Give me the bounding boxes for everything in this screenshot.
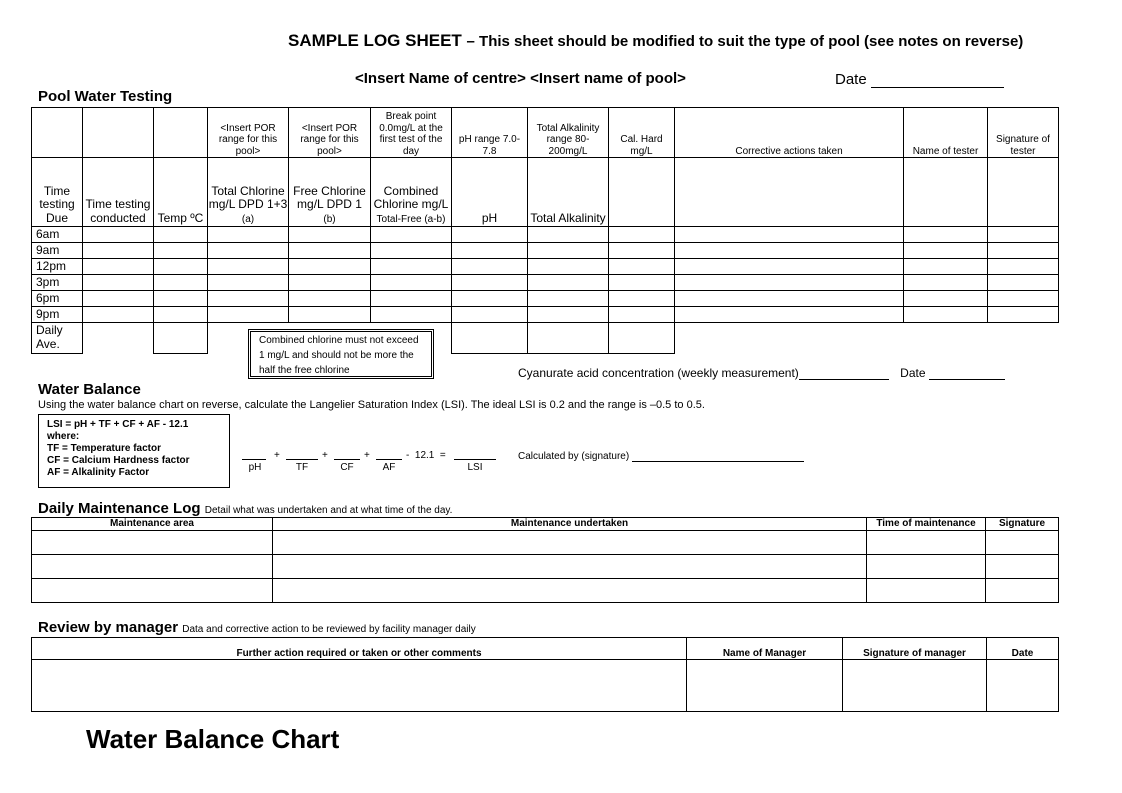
table-cell[interactable] bbox=[208, 259, 289, 275]
table-cell[interactable] bbox=[904, 307, 988, 323]
table-row bbox=[32, 307, 1059, 323]
table-cell[interactable] bbox=[452, 227, 528, 243]
table-cell[interactable] bbox=[32, 579, 273, 603]
sheet-subtitle: – This sheet should be modified to suit the type of pool (see notes on reverse) bbox=[466, 33, 1024, 50]
table-cell[interactable] bbox=[371, 243, 452, 259]
table-cell[interactable] bbox=[273, 531, 867, 555]
name-of-manager-header: Name of Manager bbox=[687, 638, 843, 660]
table-cell[interactable] bbox=[154, 243, 208, 259]
col-total-chlorine: Total Chlorine mg/L DPD 1+3 (a) bbox=[208, 158, 289, 227]
table-cell[interactable] bbox=[371, 227, 452, 243]
table-cell[interactable] bbox=[83, 275, 154, 291]
table-cell[interactable] bbox=[32, 555, 273, 579]
table-cell[interactable] bbox=[83, 227, 154, 243]
table-cell[interactable] bbox=[154, 291, 208, 307]
table-cell[interactable] bbox=[528, 243, 609, 259]
time-of-maintenance-header: Time of maintenance bbox=[867, 518, 986, 531]
formula-line: CF = Calcium Hardness factor bbox=[47, 455, 190, 466]
table-cell[interactable] bbox=[867, 531, 986, 555]
table-cell[interactable] bbox=[452, 291, 528, 307]
col-free-chlorine: Free Chlorine mg/L DPD 1 (b) bbox=[289, 158, 371, 227]
time-label: 3pm bbox=[32, 275, 83, 291]
table-cell[interactable] bbox=[609, 227, 675, 243]
table-cell[interactable] bbox=[289, 291, 371, 307]
table-cell[interactable] bbox=[371, 275, 452, 291]
table-cell[interactable] bbox=[371, 307, 452, 323]
daily-average-label: Daily Ave. bbox=[32, 323, 83, 354]
por-range-cell: <Insert POR range for this pool> bbox=[289, 108, 371, 158]
header-row-2 bbox=[32, 158, 1059, 227]
table-cell[interactable] bbox=[289, 227, 371, 243]
table-cell[interactable] bbox=[452, 259, 528, 275]
table-cell[interactable] bbox=[988, 243, 1059, 259]
col-temp: Temp ºC bbox=[154, 158, 208, 227]
review-table bbox=[31, 637, 1059, 712]
table-cell[interactable] bbox=[675, 291, 904, 307]
table-cell[interactable] bbox=[687, 660, 843, 712]
time-label: 6am bbox=[32, 227, 83, 243]
col-cal-hard bbox=[609, 158, 675, 227]
table-cell[interactable] bbox=[528, 307, 609, 323]
ph-range-cell: pH range 7.0-7.8 bbox=[452, 108, 528, 158]
calculated-by-blank[interactable] bbox=[632, 461, 804, 462]
op-minus-constant: - 12.1 = bbox=[406, 450, 446, 461]
table-cell[interactable] bbox=[208, 243, 289, 259]
col-time-conducted: Time testing conducted bbox=[83, 158, 154, 227]
caption-af: AF bbox=[382, 462, 396, 473]
table-row bbox=[32, 579, 1059, 603]
signature-of-tester-header: Signature of tester bbox=[988, 108, 1059, 158]
table-row bbox=[32, 555, 1059, 579]
date-blank[interactable] bbox=[871, 87, 1004, 88]
table-cell[interactable] bbox=[675, 275, 904, 291]
header-cell bbox=[83, 108, 154, 158]
table-row bbox=[32, 243, 1059, 259]
maintenance-undertaken-header: Maintenance undertaken bbox=[273, 518, 867, 531]
time-label: 12pm bbox=[32, 259, 83, 275]
time-label: 9am bbox=[32, 243, 83, 259]
table-row bbox=[32, 275, 1059, 291]
date-label: Date bbox=[835, 71, 867, 88]
further-action-header: Further action required or taken or other comments bbox=[32, 638, 687, 660]
table-cell[interactable] bbox=[675, 243, 904, 259]
table-cell[interactable] bbox=[987, 660, 1059, 712]
lsi-blank[interactable] bbox=[454, 447, 496, 460]
break-point-cell: Break point 0.0mg/L at the first test of the day bbox=[371, 108, 452, 158]
table-cell[interactable] bbox=[83, 307, 154, 323]
pool-testing-heading: Pool Water Testing bbox=[38, 88, 173, 105]
table-cell[interactable] bbox=[208, 275, 289, 291]
table-cell[interactable] bbox=[289, 243, 371, 259]
formula-line: TF = Temperature factor bbox=[47, 443, 162, 454]
water-balance-heading: Water Balance bbox=[38, 381, 141, 398]
col-signature bbox=[988, 158, 1059, 227]
page-title bbox=[288, 31, 1023, 51]
cyanurate-label: Cyanurate acid concentration (weekly measurement) bbox=[518, 366, 799, 380]
table-cell[interactable] bbox=[154, 259, 208, 275]
table-cell[interactable] bbox=[528, 275, 609, 291]
por-range-cell: <Insert POR range for this pool> bbox=[208, 108, 289, 158]
table-cell[interactable] bbox=[675, 259, 904, 275]
tf-blank[interactable] bbox=[286, 447, 318, 460]
combined-chlorine-note: Combined chlorine must not exceed 1 mg/L and should not be more the half the free chlorine bbox=[248, 329, 434, 379]
cal-hard-cell: Cal. Hard mg/L bbox=[609, 108, 675, 158]
col-time-due: Time testing Due bbox=[32, 158, 83, 227]
table-cell[interactable] bbox=[32, 660, 687, 712]
caption-lsi: LSI bbox=[467, 462, 483, 473]
header-row-1 bbox=[32, 108, 1059, 158]
signature-of-manager-header: Signature of manager bbox=[843, 638, 987, 660]
table-row bbox=[32, 531, 1059, 555]
table-cell[interactable] bbox=[83, 291, 154, 307]
date-header: Date bbox=[987, 638, 1059, 660]
caption-ph: pH bbox=[248, 462, 262, 473]
table-row bbox=[32, 291, 1059, 307]
col-name-of-tester bbox=[904, 158, 988, 227]
corrective-actions-header: Corrective actions taken bbox=[675, 108, 904, 158]
caption-tf: TF bbox=[295, 462, 309, 473]
name-of-tester-header: Name of tester bbox=[904, 108, 988, 158]
table-cell[interactable] bbox=[986, 555, 1059, 579]
table-cell[interactable] bbox=[83, 243, 154, 259]
table-cell[interactable] bbox=[208, 227, 289, 243]
table-cell[interactable] bbox=[528, 227, 609, 243]
table-cell[interactable] bbox=[609, 243, 675, 259]
table-row bbox=[32, 227, 1059, 243]
table-cell[interactable] bbox=[988, 259, 1059, 275]
table-cell[interactable] bbox=[988, 227, 1059, 243]
table-cell[interactable] bbox=[986, 579, 1059, 603]
table-cell[interactable] bbox=[867, 579, 986, 603]
col-ph: pH bbox=[452, 158, 528, 227]
cf-blank[interactable] bbox=[334, 447, 360, 460]
table-cell[interactable] bbox=[867, 555, 986, 579]
centre-pool-name: <Insert Name of centre> <Insert name of pool> bbox=[355, 70, 686, 87]
cyanurate-date-label: Date bbox=[900, 366, 926, 380]
table-cell[interactable] bbox=[452, 275, 528, 291]
time-label: 6pm bbox=[32, 291, 83, 307]
alkalinity-range-cell: Total Alkalinity range 80-200mg/L bbox=[528, 108, 609, 158]
sheet-title: SAMPLE LOG SHEET bbox=[288, 31, 462, 50]
table-cell[interactable] bbox=[289, 307, 371, 323]
review-header-row bbox=[32, 638, 1059, 660]
col-total-alkalinity: Total Alkalinity bbox=[528, 158, 609, 227]
table-cell bbox=[83, 323, 154, 354]
table-cell[interactable] bbox=[528, 291, 609, 307]
table-cell[interactable] bbox=[528, 259, 609, 275]
col-corrective-actions bbox=[675, 158, 904, 227]
lsi-formula-box bbox=[38, 414, 230, 488]
table-row bbox=[32, 259, 1059, 275]
table-cell[interactable] bbox=[289, 275, 371, 291]
op-plus: + bbox=[364, 450, 370, 461]
maintenance-heading: Daily Maintenance Log Detail what was undertaken and at what time of the day. bbox=[38, 500, 453, 517]
table-cell[interactable] bbox=[988, 307, 1059, 323]
daily-average-row bbox=[32, 323, 1059, 354]
formula-line: AF = Alkalinity Factor bbox=[47, 467, 150, 478]
water-balance-instructions: Using the water balance chart on reverse, calculate the Langelier Saturation Index (LSI). The ideal LSI is 0.2 and the range is –0.5 to 0.5. bbox=[38, 399, 705, 411]
table-cell[interactable] bbox=[609, 307, 675, 323]
table-cell[interactable] bbox=[208, 291, 289, 307]
table-cell[interactable] bbox=[988, 275, 1059, 291]
formula-line: where: bbox=[47, 431, 80, 442]
table-cell[interactable] bbox=[675, 307, 904, 323]
table-cell[interactable] bbox=[371, 291, 452, 307]
table-cell[interactable] bbox=[452, 323, 528, 354]
col-combined-chlorine: Combined Chlorine mg/L Total-Free (a-b) bbox=[371, 158, 452, 227]
calculated-by-line[interactable] bbox=[518, 451, 804, 462]
table-cell[interactable] bbox=[289, 259, 371, 275]
table-cell[interactable] bbox=[904, 275, 988, 291]
op-plus: + bbox=[322, 450, 328, 461]
af-blank[interactable] bbox=[376, 447, 402, 460]
calculated-by-label: Calculated by (signature) bbox=[518, 451, 630, 462]
table-cell bbox=[904, 323, 988, 354]
table-cell[interactable] bbox=[609, 275, 675, 291]
table-cell[interactable] bbox=[904, 259, 988, 275]
caption-cf: CF bbox=[340, 462, 354, 473]
op-plus: + bbox=[274, 450, 280, 461]
table-cell bbox=[988, 323, 1059, 354]
table-cell[interactable] bbox=[843, 660, 987, 712]
table-cell[interactable] bbox=[83, 259, 154, 275]
table-cell[interactable] bbox=[609, 323, 675, 354]
time-label: 9pm bbox=[32, 307, 83, 323]
maintenance-note: Detail what was undertaken and at what time of the day. bbox=[204, 505, 453, 516]
table-cell[interactable] bbox=[273, 579, 867, 603]
cyanurate-line[interactable] bbox=[518, 366, 1005, 380]
lsi-equation[interactable] bbox=[242, 447, 502, 477]
table-cell[interactable] bbox=[986, 531, 1059, 555]
maintenance-header-row bbox=[32, 518, 1059, 531]
table-cell[interactable] bbox=[988, 291, 1059, 307]
table-cell bbox=[675, 323, 904, 354]
review-heading: Review by manager Data and corrective action to be reviewed by facility manager daily bbox=[38, 619, 476, 636]
header-cell bbox=[32, 108, 83, 158]
date-field[interactable] bbox=[835, 71, 1004, 88]
signature-header: Signature bbox=[986, 518, 1059, 531]
table-cell[interactable] bbox=[609, 259, 675, 275]
table-cell[interactable] bbox=[154, 323, 208, 354]
maintenance-table bbox=[31, 517, 1059, 603]
table-cell[interactable] bbox=[609, 291, 675, 307]
cyanurate-date-blank[interactable] bbox=[929, 379, 1005, 380]
header-cell bbox=[154, 108, 208, 158]
table-cell[interactable] bbox=[904, 227, 988, 243]
maintenance-area-header: Maintenance area bbox=[32, 518, 273, 531]
table-cell[interactable] bbox=[452, 307, 528, 323]
review-note: Data and corrective action to be reviewed by facility manager daily bbox=[182, 624, 476, 635]
table-cell[interactable] bbox=[528, 323, 609, 354]
table-cell[interactable] bbox=[904, 291, 988, 307]
table-cell[interactable] bbox=[154, 275, 208, 291]
cyanurate-blank[interactable] bbox=[799, 379, 889, 380]
table-cell[interactable] bbox=[154, 307, 208, 323]
formula-line: LSI = pH + TF + CF + AF - 12.1 bbox=[47, 419, 189, 430]
table-cell[interactable] bbox=[452, 243, 528, 259]
table-cell[interactable] bbox=[371, 259, 452, 275]
table-cell[interactable] bbox=[154, 227, 208, 243]
table-cell[interactable] bbox=[904, 243, 988, 259]
table-row bbox=[32, 660, 1059, 712]
water-balance-chart-title: Water Balance Chart bbox=[86, 724, 340, 754]
pool-testing-table bbox=[31, 107, 1059, 354]
table-cell[interactable] bbox=[273, 555, 867, 579]
ph-blank[interactable] bbox=[242, 447, 266, 460]
table-cell[interactable] bbox=[675, 227, 904, 243]
table-cell[interactable] bbox=[208, 307, 289, 323]
table-cell[interactable] bbox=[32, 531, 273, 555]
